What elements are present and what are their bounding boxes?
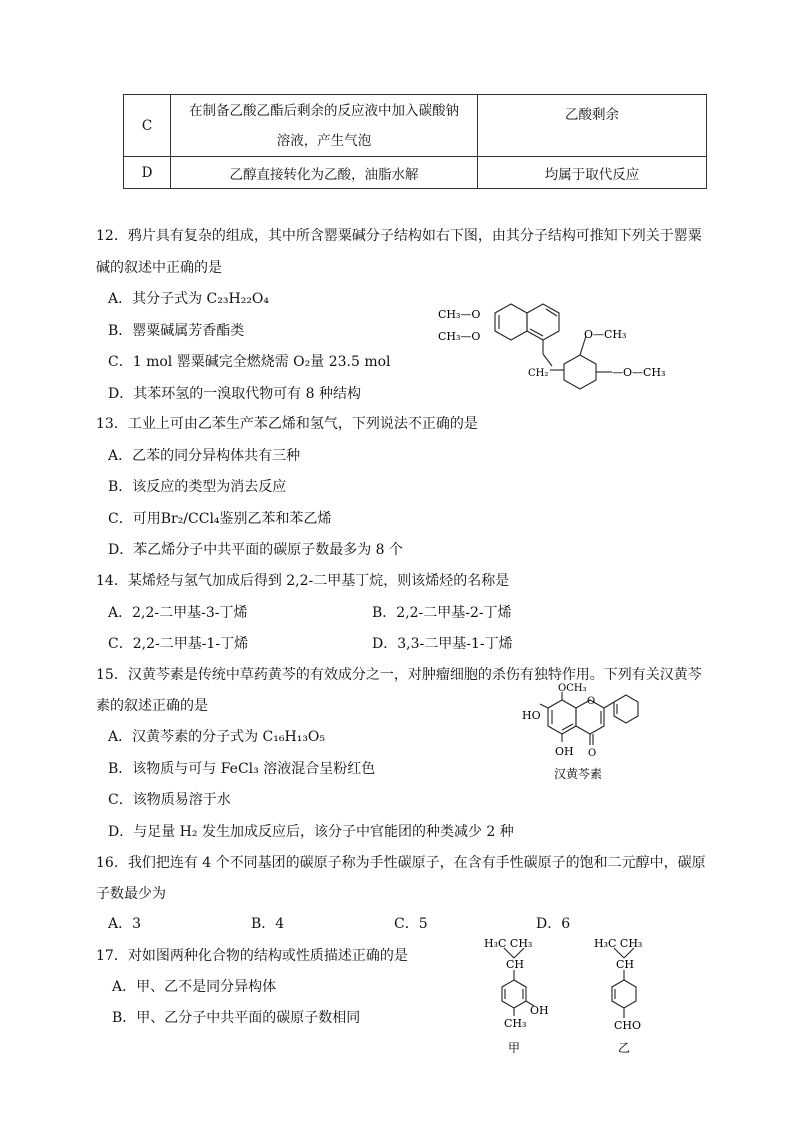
methoxy-label: CH₃—O (438, 330, 481, 343)
yi-cho-label: CHO (614, 1019, 642, 1032)
q15-option-d: D．与足量 H₂ 发生加成反应后，该分子中官能团的种类减少 2 种 (108, 824, 514, 840)
yi-ch-label: CH (616, 958, 635, 971)
q13-stem: 13．工业上可由乙苯生产苯乙烯和氢气，下列说法不正确的是 (96, 416, 478, 432)
q12-stem: 12．鸦片具有复杂的组成，其中所含罂粟碱分子结构如右下图，由其分子结构可推知下列关于罂粟 (96, 228, 702, 244)
table-cell-line: 溶液，产生气泡 (276, 132, 372, 149)
q14-option-c: C．2,2-二甲基-1-丁烯 (108, 636, 249, 652)
yi-label: 乙 (618, 1041, 631, 1055)
methoxy-label: CH₃—O (438, 308, 481, 321)
q12-option-a: A．其分子式为 C₂₃H₂₂O₄ (108, 291, 270, 307)
methoxy-label: —O—CH₃ (612, 366, 666, 379)
q16-option-c: C．5 (394, 916, 428, 932)
q17-option-b: B．甲、乙分子中共平面的碳原子数相同 (112, 1010, 361, 1026)
q16-option-d: D．6 (536, 916, 571, 932)
q16-stem-cont: 子数最少为 (96, 886, 166, 902)
hydroxy-label: OH (555, 745, 574, 758)
jia-ch-label: CH (506, 958, 525, 971)
jia-ch3-label: CH₃ (504, 1017, 527, 1030)
q14-stem: 14．某烯烃与氢气加成后得到 2,2-二甲基丁烷，则该烯烃的名称是 (96, 573, 510, 589)
q14-option-a: A．2,2-二甲基-3-丁烯 (108, 605, 248, 621)
table-row (124, 157, 707, 189)
q12-option-d: D．其苯环氢的一溴取代物可有 8 种结构 (108, 386, 362, 402)
ring-oxygen-label: O (587, 696, 596, 707)
methoxy-label: O—CH₃ (584, 328, 627, 341)
q15-stem-cont: 素的叙述正确的是 (96, 698, 208, 714)
carbonyl-oxygen-label: O (588, 748, 597, 759)
methoxy-label: OCH₃ (558, 683, 587, 694)
q12-option-c: C．1 mol 罂粟碱完全燃烧需 O₂量 23.5 mol (108, 354, 391, 370)
q16-option-b: B．4 (251, 916, 285, 932)
table-cell-experiment (171, 95, 478, 157)
table-cell-conclusion-text: 乙酸剩余 (565, 107, 619, 123)
q17-option-a: A．甲、乙不是同分异构体 (112, 979, 277, 995)
q14-option-b: B．2,2-二甲基-2-丁烯 (372, 605, 512, 621)
table-row (124, 95, 707, 157)
ring-bond (527, 304, 559, 340)
compounds-figure (478, 932, 678, 1058)
q13-option-d: D．苯乙烯分子中共平面的碳原子数最多为 8 个 (108, 542, 404, 558)
q17-stem: 17．对如图两种化合物的结构或性质描述正确的是 (96, 948, 408, 964)
q12-stem-cont: 碱的叙述中正确的是 (96, 260, 222, 276)
q15-stem: 15．汉黄芩素是传统中草药黄芩的有效成分之一，对肿瘤细胞的杀伤有独特作用。下列有关汉黄芩 (96, 667, 702, 683)
table-cell-key: C (124, 95, 171, 157)
q15-option-c: C．该物质易溶于水 (108, 792, 231, 808)
jia-oh-label: OH (530, 1004, 549, 1017)
ch2-label: CH₂ (528, 368, 549, 379)
q15-option-b: B．该物质与可与 FeCl₃ 溶液混合呈粉红色 (108, 761, 376, 777)
q13-option-a: A．乙苯的同分异构体共有三种 (108, 448, 301, 464)
q13-option-c: C．可用Br₂/CCl₄鉴别乙苯和苯乙烯 (108, 511, 332, 527)
table-cell-conclusion: 均属于取代反应 (478, 157, 707, 189)
hydroxy-label: HO (522, 709, 541, 722)
q12-option-b: B．罂粟碱属芳香酯类 (108, 323, 245, 339)
wogonin-structure (518, 682, 658, 782)
jia-top-label: H₃C CH₃ (484, 937, 533, 950)
figure-caption: 汉黄芩素 (554, 767, 603, 781)
table-cell-line: 在制备乙酸乙酯后剩余的反应液中加入碳酸钠 (189, 102, 459, 119)
q13-option-b: B．该反应的类型为消去反应 (108, 479, 287, 495)
jia-label: 甲 (508, 1041, 521, 1055)
ring-bond (495, 304, 527, 340)
papaverine-structure (436, 290, 676, 390)
yi-top-label: H₃C CH₃ (594, 937, 643, 950)
q15-option-a: A．汉黄芩素的分子式为 C₁₆H₁₃O₅ (108, 729, 326, 745)
table-cell-key: D (124, 157, 171, 189)
table-cell-experiment: 乙醇直接转化为乙酸，油脂水解 (171, 157, 478, 189)
table-cell-conclusion (478, 95, 707, 157)
q14-option-d: D．3,3-二甲基-1-丁烯 (372, 636, 513, 652)
q16-stem: 16．我们把连有 4 个不同基团的碳原子称为手性碳原子，在含有手性碳原子的饱和二元醇中，碳原 (96, 855, 706, 871)
options-table (123, 94, 707, 189)
q16-option-a: A．3 (108, 916, 142, 932)
